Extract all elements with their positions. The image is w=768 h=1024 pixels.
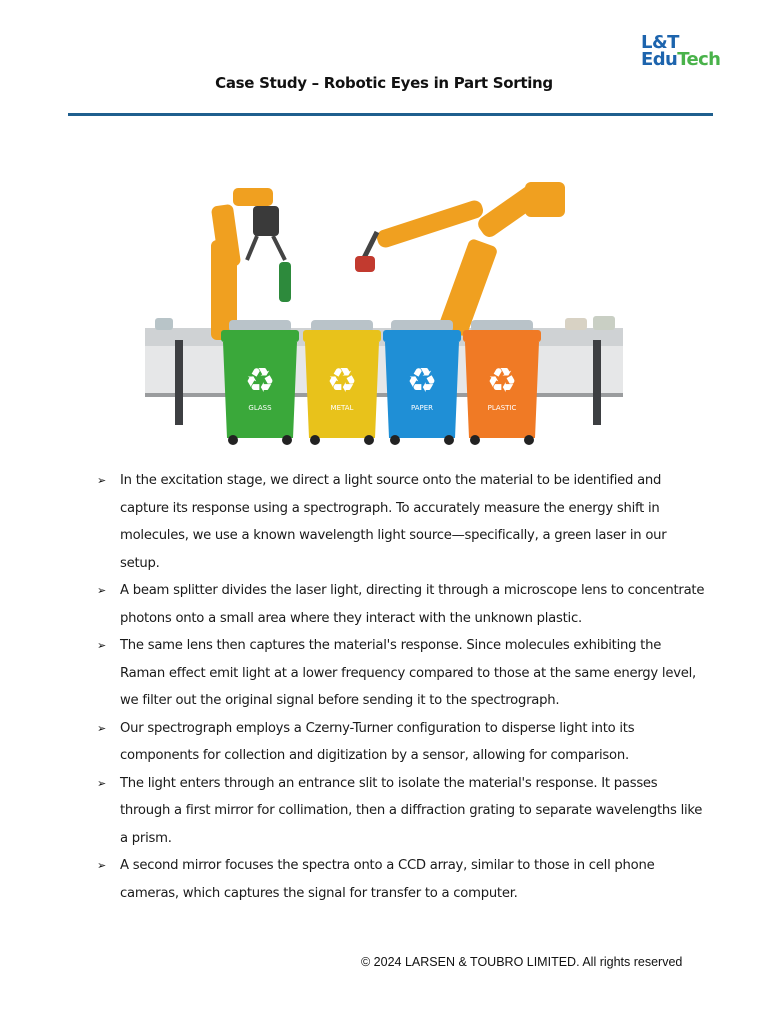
bin-paper: [383, 320, 461, 445]
page-title: Case Study – Robotic Eyes in Part Sorting: [215, 74, 553, 92]
bin-lid: [383, 330, 461, 342]
bullet-text: A second mirror focuses the spectra onto a CCD array, similar to those in cell phone cameras, which captures the signal for transfer to a computer.: [120, 858, 655, 901]
bullet-item: [97, 852, 707, 907]
bullet-text: A beam splitter divides the laser light, directing it through a microscope lens to concentrate photons onto a small area where they interact with the unknown plastic.: [120, 583, 705, 626]
conveyor-body: [145, 346, 623, 396]
bin-wheel: [524, 435, 534, 445]
bin-wheel: [470, 435, 480, 445]
bin-wheel: [444, 435, 454, 445]
bullet-list: [97, 467, 707, 907]
bin-wheel: [282, 435, 292, 445]
arrow-bullet-icon: ➢: [97, 584, 106, 597]
copyright-footer: © 2024 LARSEN & TOUBRO LIMITED. All rights reserved: [361, 955, 683, 969]
robot-arm-left: [211, 188, 291, 340]
bin-lid: [463, 330, 541, 342]
bullet-text: In the excitation stage, we direct a light source onto the material to be identified and capture its response using a spectrograph. To accurately measure the energy shift in molecules, we use a known wavelength light source—specifically, a green laser in our setup.: [120, 473, 667, 571]
bullet-text: The light enters through an entrance slit to isolate the material's response. It passes through a first mirror for collimation, then a diffraction grating to separate wavelengths like a prism.: [120, 775, 703, 846]
bullet-text: Our spectrograph employs a Czerny-Turner configuration to disperse light into its components for collection and digitization by a sensor, allowing for comparison.: [120, 720, 635, 763]
arrow-bullet-icon: ➢: [97, 721, 106, 735]
bin-metal: [303, 320, 381, 445]
bin-label: PAPER: [410, 404, 434, 412]
bin-label: GLASS: [248, 404, 272, 412]
bin-label: METAL: [330, 404, 354, 412]
bin-label: PLASTIC: [487, 404, 517, 412]
bin-glass: [221, 320, 299, 445]
bin-wheel: [310, 435, 320, 445]
arrow-bullet-icon: ➢: [97, 474, 106, 487]
bin-wheel: [364, 435, 374, 445]
arrow-bullet-icon: ➢: [97, 859, 106, 872]
recycle-icon: ♻: [244, 361, 276, 401]
recycle-icon: ♻: [326, 361, 358, 401]
robot-sorting-illustration: [145, 160, 623, 455]
bin-lid: [221, 330, 299, 342]
bullet-item: [97, 770, 707, 853]
bullet-item: [97, 577, 707, 632]
logo-line-1: L&T: [641, 32, 679, 53]
conveyor-leg-right: [593, 340, 601, 425]
bullet-text: The same lens then captures the material's response. Since molecules exhibiting the Raman effect emit light at a lower frequency compared to those at the same energy level, we filter out the original signal before sending it to the spectrograph.: [120, 638, 696, 708]
logo-line-2: [641, 50, 720, 70]
bullet-item: [97, 715, 707, 770]
logo-tech: Tech: [677, 49, 721, 70]
conveyor-edge: [145, 393, 623, 397]
bullet-item: [97, 632, 707, 715]
arrow-bullet-icon: ➢: [97, 639, 106, 652]
bin-wheel: [228, 435, 238, 445]
title-divider: [68, 113, 713, 116]
bullet-item: [97, 467, 707, 577]
bin-wheel: [390, 435, 400, 445]
bin-lid: [303, 330, 381, 342]
bin-plastic: [463, 320, 541, 445]
arrow-bullet-icon: ➢: [97, 776, 106, 790]
recycle-icon: ♻: [486, 361, 518, 401]
lt-edutech-logo: [640, 33, 732, 73]
conveyor-leg-left: [175, 340, 183, 425]
logo-edu: Edu: [641, 49, 678, 70]
recycle-icon: ♻: [406, 361, 438, 401]
robot-arm-right: [355, 182, 565, 337]
